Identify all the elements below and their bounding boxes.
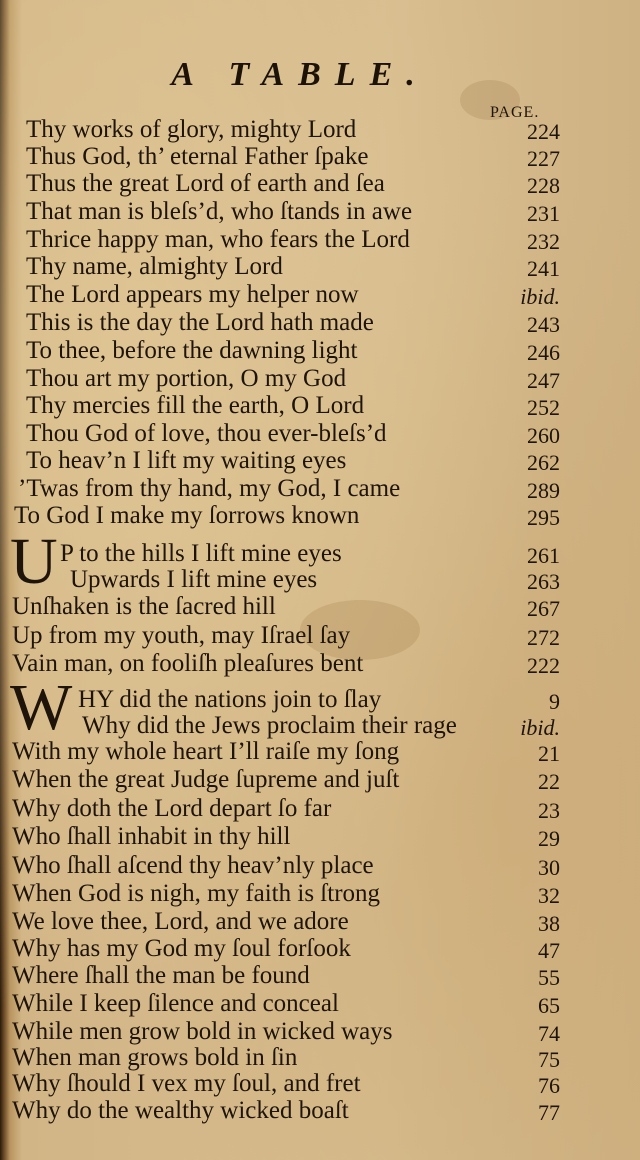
page-number: 65 xyxy=(538,993,560,1018)
index-row xyxy=(0,1097,640,1124)
page-number: 55 xyxy=(538,965,560,990)
page-number: 21 xyxy=(538,741,560,766)
page-number: 77 xyxy=(538,1100,560,1125)
page-number: 23 xyxy=(538,798,560,823)
page-number: 9 xyxy=(549,689,560,714)
page-number: 246 xyxy=(527,340,560,365)
page-number: 261 xyxy=(527,543,560,568)
page-number: 252 xyxy=(527,395,560,420)
page-title: A TABLE. xyxy=(171,56,429,93)
first-line: With my whole heart I’ll raiſe my ſong xyxy=(12,738,400,765)
first-line: Up from my youth, may Iſrael ſay xyxy=(12,622,351,649)
first-line: This is the day the Lord hath made xyxy=(26,309,374,336)
first-line: Vain man, on fooliſh pleaſures bent xyxy=(12,650,364,677)
index-row xyxy=(0,502,640,529)
index-row xyxy=(0,475,640,502)
first-line: Unſhaken is the ſacred hill xyxy=(12,593,276,620)
first-line: While I keep ſilence and conceal xyxy=(12,990,339,1017)
index-row xyxy=(0,990,640,1017)
page-number: 263 xyxy=(527,569,560,594)
page-number: 232 xyxy=(527,229,560,254)
index-row xyxy=(0,823,640,850)
index-row xyxy=(0,1044,640,1071)
index-row xyxy=(0,116,640,143)
drop-cap-u: U xyxy=(10,525,58,598)
page-number: ibid. xyxy=(520,715,560,740)
page-number: 247 xyxy=(527,368,560,393)
first-line: Why has my God my ſoul forſook xyxy=(12,935,351,962)
page-number: 75 xyxy=(538,1047,560,1072)
first-line: When man grows bold in ſin xyxy=(12,1044,298,1071)
page-number: 262 xyxy=(527,450,560,475)
page-number: 224 xyxy=(527,119,560,144)
page-number: 30 xyxy=(538,855,560,880)
first-line: Who ſhall aſcend thy heav’nly place xyxy=(12,852,374,879)
first-line: Thrice happy man, who fears the Lord xyxy=(26,226,410,253)
index-row xyxy=(0,420,640,447)
index-row xyxy=(0,622,640,649)
page-number: 260 xyxy=(527,423,560,448)
page-number: 295 xyxy=(527,505,560,530)
first-line: That man is bleſs’d, who ſtands in awe xyxy=(26,198,413,225)
index-row xyxy=(0,880,640,907)
index-row xyxy=(0,540,640,567)
first-line: Why do the wealthy wicked boaſt xyxy=(12,1097,349,1124)
page-number: 76 xyxy=(538,1073,560,1098)
page-number: 22 xyxy=(538,769,560,794)
first-line: Thy mercies fill the earth, O Lord xyxy=(26,392,365,419)
index-row xyxy=(0,962,640,989)
index-row xyxy=(0,566,640,593)
index-row xyxy=(0,447,640,474)
index-row xyxy=(0,143,640,170)
first-line: HY did the nations join to ſlay xyxy=(78,686,382,713)
page-number: ibid. xyxy=(520,284,560,309)
first-line: While men grow bold in wicked ways xyxy=(12,1018,393,1045)
first-line: Thy name, almighty Lord xyxy=(26,253,283,280)
first-line: Why did the Jews proclaim their rage xyxy=(82,712,457,739)
index-row xyxy=(0,253,640,280)
first-line: Thus God, th’ eternal Father ſpake xyxy=(26,143,369,170)
first-line: Who ſhall inhabit in thy hill xyxy=(12,823,291,850)
index-row xyxy=(0,281,640,308)
first-line: The Lord appears my helper now xyxy=(26,281,359,308)
drop-cap-w: W xyxy=(10,671,73,744)
page-number: 32 xyxy=(538,883,560,908)
page-number: 74 xyxy=(538,1021,560,1046)
page-column-header: PAGE. xyxy=(490,104,540,121)
index-row xyxy=(0,686,640,713)
index-row xyxy=(0,795,640,822)
page-number: 231 xyxy=(527,201,560,226)
index-row xyxy=(0,392,640,419)
page-number: 222 xyxy=(527,653,560,678)
index-row xyxy=(0,170,640,197)
first-line: P to the hills I lift mine eyes xyxy=(60,540,342,567)
first-line: Thou God of love, thou ever-bleſs’d xyxy=(26,420,387,447)
page-number: 29 xyxy=(538,826,560,851)
page-number: 243 xyxy=(527,312,560,337)
index-row xyxy=(0,766,640,793)
first-line: Upwards I lift mine eyes xyxy=(70,566,318,593)
first-line: Where ſhall the man be found xyxy=(12,962,310,989)
page-number: 47 xyxy=(538,938,560,963)
first-line: Thus the great Lord of earth and ſea xyxy=(26,170,385,197)
index-row xyxy=(0,337,640,364)
page-number: 267 xyxy=(527,596,560,621)
index-row xyxy=(0,738,640,765)
page-number: 227 xyxy=(527,146,560,171)
index-row xyxy=(0,712,640,739)
index-row xyxy=(0,1018,640,1045)
index-row xyxy=(0,198,640,225)
index-row xyxy=(0,226,640,253)
first-line: When God is nigh, my faith is ſtrong xyxy=(12,880,381,907)
page-number: 272 xyxy=(527,625,560,650)
page-number: 289 xyxy=(527,478,560,503)
index-row xyxy=(0,852,640,879)
index-row xyxy=(0,593,640,620)
first-line: To thee, before the dawning light xyxy=(26,337,358,364)
index-row xyxy=(0,935,640,962)
first-line: We love thee, Lord, and we adore xyxy=(12,908,349,935)
first-line: To heav’n I lift my waiting eyes xyxy=(26,447,347,474)
index-row xyxy=(0,908,640,935)
index-row xyxy=(0,1070,640,1097)
page-number: 241 xyxy=(527,256,560,281)
first-line: When the great Judge ſupreme and juſt xyxy=(12,766,400,793)
first-line: Thou art my portion, O my God xyxy=(26,365,347,392)
first-line: ’Twas from thy hand, my God, I came xyxy=(18,475,401,502)
page-number: 228 xyxy=(527,173,560,198)
first-line: To God I make my ſorrows known xyxy=(14,502,360,529)
first-line: Why ſhould I vex my ſoul, and fret xyxy=(12,1070,361,1097)
index-row xyxy=(0,309,640,336)
index-row xyxy=(0,650,640,677)
first-line: Why doth the Lord depart ſo far xyxy=(12,795,332,822)
first-line: Thy works of glory, mighty Lord xyxy=(26,116,357,143)
page-number: 38 xyxy=(538,911,560,936)
index-row xyxy=(0,365,640,392)
